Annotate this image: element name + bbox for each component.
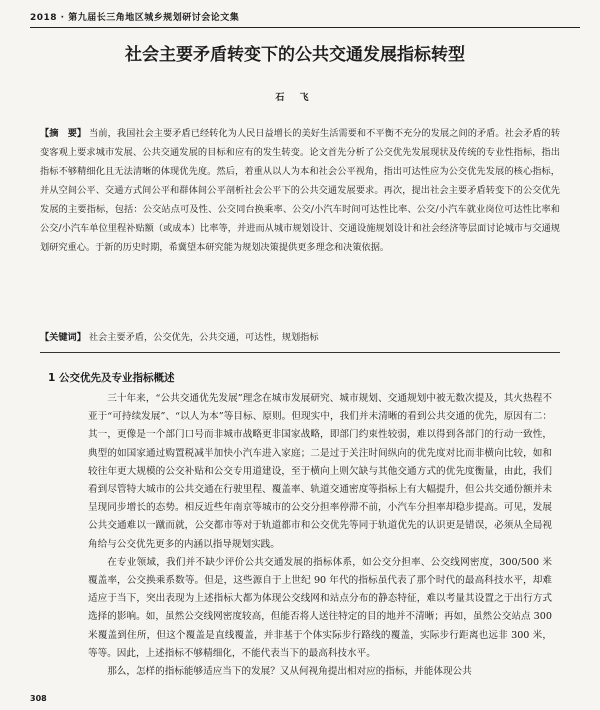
paragraph: 那么，怎样的指标能够适应当下的发展？又从何视角提出相对应的指标，并能体现公共 (107, 666, 472, 678)
divider (40, 352, 560, 353)
abstract-label: 【摘 要】 (40, 128, 87, 139)
paper-title: 社会主要矛盾转变下的公共交通发展指标转型 (125, 45, 465, 65)
section-heading: 1 公交优先及专业指标概述 (48, 372, 175, 384)
abstract-text: 当前，我国社会主要矛盾已经转化为人民日益增长的美好生活需要和不平衡不充分的发展之间的矛盾。社会矛盾的转变客观上要求城市发展、公共交通发展的目标和应有的发生转变。论文首先分析了公交优先发展现状及传统的专业性指标，指出指标不够精细化且无法清晰的体现优先度。然后，着重从以人为本和社会公平视角，指出可达性应为公交优先发展的核心指标，并从空间公平、交通方式间公平和群体间公平剖析社会公平下的公共交通发展要求。再次，提出社会主要矛盾转变下的公交优先发展的主要指标，包括：公交站点可及性、公交同台换乘率、公交/小汽车时间可达性比率、公交/小汽车就业岗位可达性比率和公交/小汽车单位里程补贴额（或成本）比率等，并进而从城市规划设计、交通设施规划设计和社会经济等层面讨论城市与交通规划研究重心。于新的历史时期，希冀望本研究能为规划决策提供更多理念和决策依据。 (40, 128, 561, 253)
author-name: 石 飞 (275, 93, 315, 103)
abstract-block (40, 124, 560, 257)
page-number: 308 (30, 694, 47, 703)
keywords-label: 【关键词】 (40, 332, 86, 343)
paragraph: 在专业领域，我们并不缺少评价公共交通发展的指标体系，如公交分担率、公交线网密度，300/500 米覆盖率，公交换乘系数等。但是，这些源自于上世纪 90 年代的指标虽代表了那个时代的最高科技水平，却难适应于当下，突出表现为上述指标大都为体现公交线网和站点分布的静态特征，难以考量其设置之于出行方式选择的影响。如，虽然公交线网密度较高，但能否将人送往特定的目的地并不清晰；再如，虽然公交站点 300 米覆盖到住所，但这个覆盖是直线覆盖，并非基于个体实际步行路线的覆盖，实际步行距离也远非 300 米，等等。因此，上述指标不够精细化，不能代表当下的最高科技水平。 (88, 556, 552, 659)
keywords-block (40, 330, 560, 346)
keywords-text: 社会主要矛盾，公交优先，公共交通，可达性，规划指标 (88, 332, 319, 343)
running-header: 2018 · 第九届长三角地区城乡规划研讨会论文集 (30, 10, 580, 28)
body-text (88, 390, 552, 681)
paragraph: 三十年来，“公共交通优先发展”理念在城市发展研究、城市规划、交通规划中被无数次提及，其火热程不亚于“可持续发展”、“以人为本”等目标、原则。但现实中，我们并未清晰的看到公共交通的优先，原因有二：其一，更像是一个部门口号而非城市战略更非国家战略，即部门约束性较弱，难以得到各部门的行动一致性，典型的如国家通过购置税减半加快小汽车进入家庭；二是过于关注时间纵向的优先度对比而非横向比较，如和较往年更大规模的公交补贴和公交专用道建设，至于横向上则欠缺与其他交通方式的优先度衡量，由此，我们看到尽管特大城市的公共交通在行驶里程、覆盖率、轨道交通密度等指标上有大幅提升，但公共交通份额并未呈现同步增长的态势。相反近些年南京等城市的公交分担率停滞不前，小汽车分担率却稳步提高。可见，发展公共交通难以一蹴而就，公交都市等对于轨道都市和公交优先等同于轨道优先的认识更是错误，必须从全局视角给与公交优先更多的内涵以指导规划实践。 (88, 393, 552, 550)
